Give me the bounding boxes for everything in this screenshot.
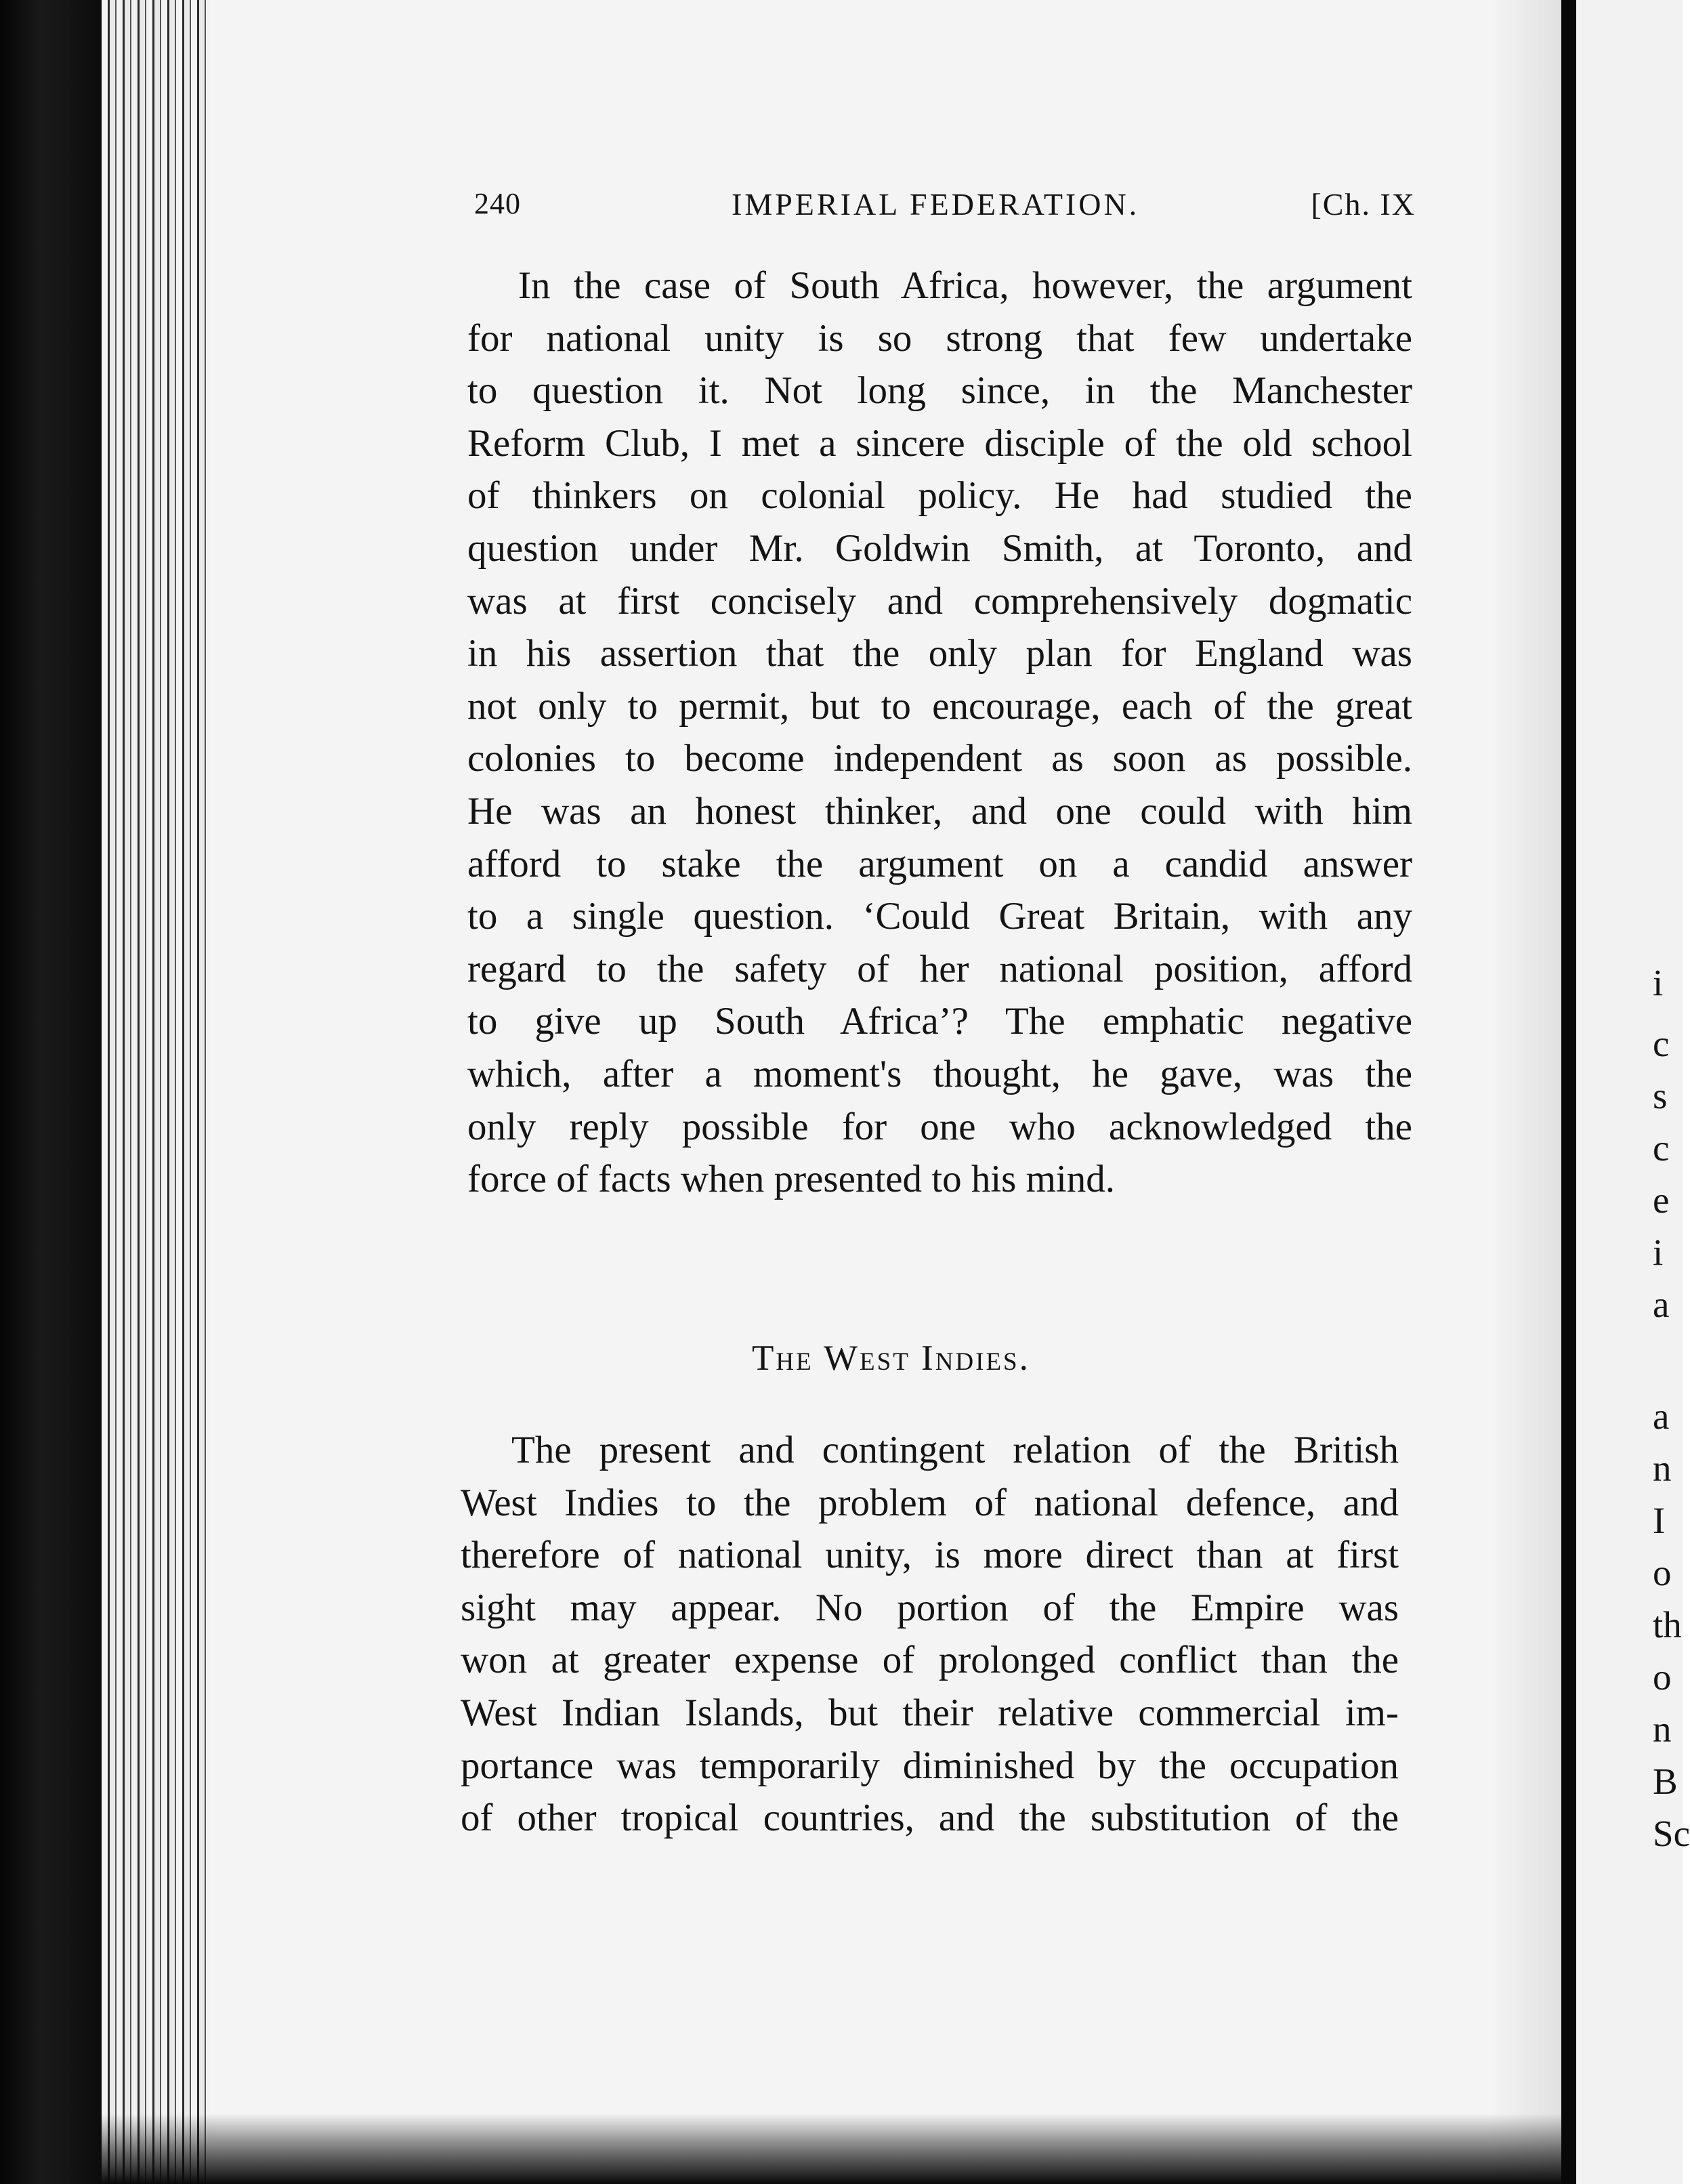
- text-line: to a single question. ‘Could Great Britain, with any: [467, 895, 1412, 938]
- page-number: 240: [474, 187, 521, 220]
- facing-fragment: i: [1653, 1232, 1664, 1273]
- text-line: only reply possible for one who acknowledged the: [467, 1105, 1412, 1148]
- facing-fragment: a: [1653, 1284, 1670, 1325]
- facing-fragment: I: [1653, 1500, 1666, 1541]
- paragraph-south-africa: [467, 259, 1412, 1206]
- text-line: sight may appear. No portion of the Empire was: [461, 1586, 1399, 1629]
- facing-fragment: s: [1653, 1075, 1668, 1116]
- section-heading: The West Indies.: [752, 1339, 1030, 1378]
- text-line: which, after a moment's thought, he gave, was the: [467, 1052, 1412, 1095]
- facing-fragment: e: [1653, 1179, 1670, 1221]
- text-line: The present and contingent relation of the British: [511, 1429, 1399, 1471]
- facing-fragment: o: [1653, 1552, 1672, 1593]
- running-header: [474, 186, 1416, 234]
- facing-fragment: i: [1653, 962, 1664, 1003]
- facing-fragment: n: [1653, 1448, 1672, 1489]
- facing-fragment: th: [1653, 1604, 1682, 1645]
- gutter-shadow: [1490, 0, 1561, 2184]
- text-line: West Indies to the problem of national defence, and: [461, 1481, 1399, 1524]
- text-line: to give up South Africa’? The emphatic negative: [467, 1000, 1412, 1043]
- book-gutter: [1561, 0, 1576, 2184]
- facing-fragment: B: [1653, 1761, 1678, 1802]
- text-line: force of facts when presented to his mind.: [467, 1158, 1116, 1201]
- facing-fragment: o: [1653, 1656, 1672, 1698]
- text-line: question under Mr. Goldwin Smith, at Toronto, and: [467, 526, 1412, 570]
- text-line: not only to permit, but to encourage, each of the great: [467, 684, 1412, 728]
- facing-fragment: Sc: [1653, 1813, 1690, 1854]
- facing-fragment: c: [1653, 1023, 1670, 1064]
- text-line: afford to stake the argument on a candid answer: [467, 842, 1412, 885]
- facing-fragment: n: [1653, 1708, 1672, 1750]
- text-line: was at first concisely and comprehensively dogmatic: [467, 579, 1412, 623]
- facing-fragment: c: [1653, 1127, 1670, 1169]
- text-line: portance was temporarily diminished by the occupation: [461, 1744, 1399, 1787]
- chapter-reference: [Ch. IX: [1311, 187, 1416, 222]
- text-line: In the case of South Africa, however, the argument: [518, 264, 1412, 307]
- paragraph-west-indies: [461, 1424, 1399, 1845]
- text-line: He was an honest thinker, and one could with him: [467, 789, 1412, 833]
- text-line: West Indian Islands, but their relative commercial im-: [461, 1691, 1399, 1734]
- facing-fragment: a: [1653, 1395, 1670, 1437]
- page-edges: [102, 0, 210, 2184]
- text-line: won at greater expense of prolonged conflict than the: [461, 1639, 1399, 1682]
- text-line: of thinkers on colonial policy. He had studied the: [467, 474, 1412, 518]
- page-bottom-shadow: [102, 2114, 1561, 2184]
- text-line: Reform Club, I met a sincere disciple of the old school: [467, 421, 1412, 465]
- text-line: colonies to become independent as soon as possible.: [467, 737, 1412, 780]
- text-line: in his assertion that the only plan for England was: [467, 632, 1412, 675]
- text-line: for national unity is so strong that few undertake: [467, 316, 1412, 360]
- text-line: therefore of national unity, is more direct than at first: [461, 1534, 1399, 1577]
- text-line: regard to the safety of her national position, afford: [467, 947, 1412, 990]
- book-spine-edge: [0, 0, 102, 2184]
- text-line: of other tropical countries, and the substitution of the: [461, 1797, 1399, 1840]
- running-title: IMPERIAL FEDERATION.: [732, 187, 1140, 222]
- text-line: to question it. Not long since, in the Manchester: [467, 369, 1412, 413]
